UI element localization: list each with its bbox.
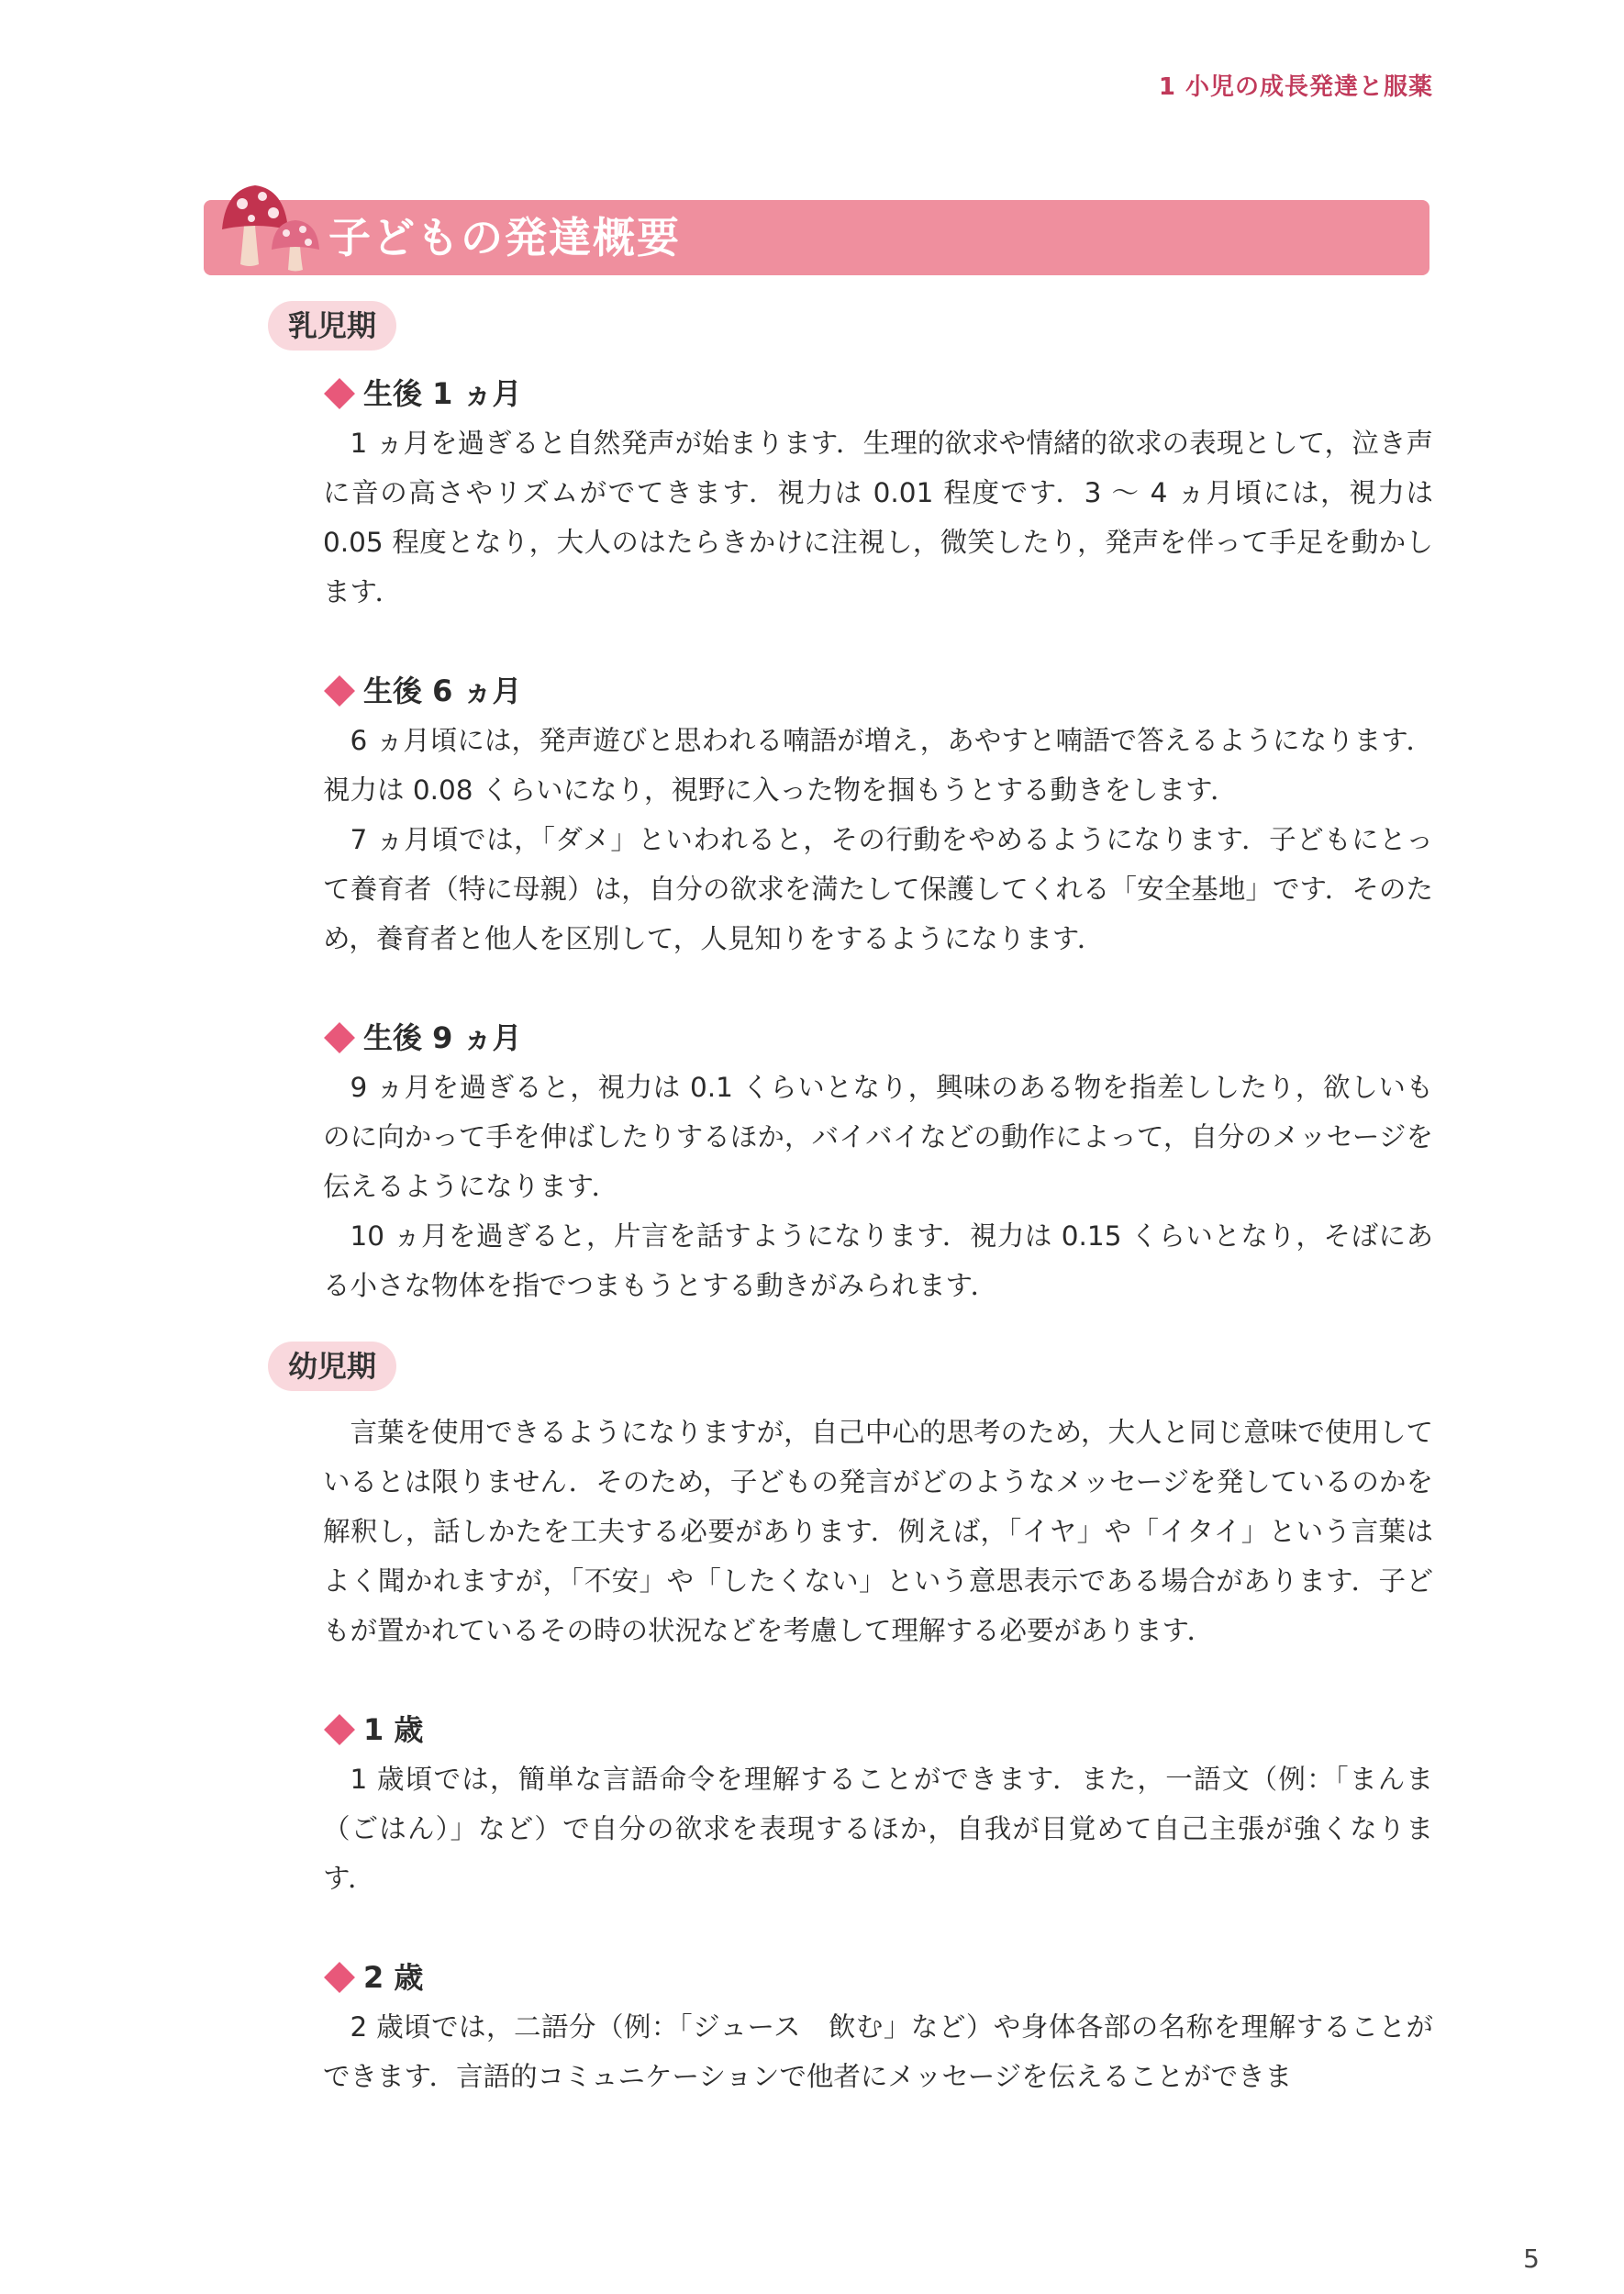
paragraph: 6 ヵ月頃には，発声遊びと思われる喃語が増え，あやすと喃語で答えるようになります．視力は 0.08 くらいになり，視野に入った物を掴もうとする動きをします． [323, 725, 1433, 806]
infant-content [323, 369, 1433, 1310]
paragraph: 1 歳頃では，簡単な言語命令を理解することができます．また，一語文（例：「まんま（ごはん）」など）で自分の欲求を表現するほか，自我が目覚めて自己主張が強くなります． [323, 1764, 1433, 1894]
subhead-label: 生後 1 ヵ月 [363, 376, 522, 411]
subhead-6-months [323, 666, 1433, 716]
diamond-bullet-icon [324, 1962, 355, 1993]
paragraph: 7 ヵ月頃では，「ダメ」といわれると，その行動をやめるようになります．子どもにとって養育者（特に母親）は，自分の欲求を満たして保護してくれる「安全基地」です．そのため，養育者と他人を区別して，人見知りをするようになります． [323, 824, 1433, 954]
mushroom-icon [218, 173, 328, 273]
subhead-label: 2 歳 [363, 1960, 424, 1995]
diamond-bullet-icon [324, 378, 355, 409]
subhead-9-months [323, 1013, 1433, 1063]
diamond-bullet-icon [324, 1022, 355, 1053]
diamond-bullet-icon [324, 1714, 355, 1745]
toddler-content [323, 1408, 1433, 2101]
paragraph: 言葉を使用できるようになりますが，自己中心的思考のため，大人と同じ意味で使用しているとは限りません．そのため，子どもの発言がどのようなメッセージを発しているのかを解釈し，話しかたを工夫する必要があります．例えば，「イヤ」や「イタイ」という言葉はよく聞かれますが，「不安」や「したくない」という意思表示である場合があります．子どもが置かれているその時の状況などを考慮して理解する必要があります． [323, 1417, 1433, 1646]
subhead-label: 生後 6 ヵ月 [363, 674, 522, 708]
subhead-1-year [323, 1705, 1433, 1754]
subhead-label: 1 歳 [363, 1712, 424, 1747]
paragraph: 2 歳頃では，二語分（例：「ジュース 飲む」など）や身体各部の名称を理解することができます．言語的コミュニケーションで他者にメッセージを伝えることができま [323, 2011, 1433, 2092]
subhead-label: 生後 9 ヵ月 [363, 1020, 522, 1055]
paragraph: 1 ヵ月を過ぎると自然発声が始まります．生理的欲求や情緒的欲求の表現として，泣き声に音の高さやリズムがでてきます．視力は 0.01 程度です．3 〜 4 ヵ月頃には，視力は 0.05 程度となり，大人のはたらきかけに注視し，微笑したり，発声を伴って手足を動かします． [323, 428, 1433, 607]
running-head: 1 小児の成長発達と服薬 [1158, 73, 1433, 101]
subhead-2-years [323, 1953, 1433, 2002]
section-tag-toddler: 幼児期 [268, 1342, 396, 1391]
page-number: 5 [1523, 2244, 1540, 2274]
paragraph: 10 ヵ月を過ぎると，片言を話すようになります．視力は 0.15 くらいとなり，そばにある小さな物体を指でつまもうとする動きがみられます． [323, 1220, 1433, 1301]
section-tag-infant: 乳児期 [268, 301, 396, 351]
subhead-1-month [323, 369, 1433, 418]
diamond-bullet-icon [324, 675, 355, 707]
page-title: 子どもの発達概要 [328, 213, 681, 262]
paragraph: 9 ヵ月を過ぎると，視力は 0.1 くらいとなり，興味のある物を指差ししたり，欲しいものに向かって手を伸ばしたりするほか，バイバイなどの動作によって，自分のメッセージを伝えるようになります． [323, 1072, 1433, 1202]
